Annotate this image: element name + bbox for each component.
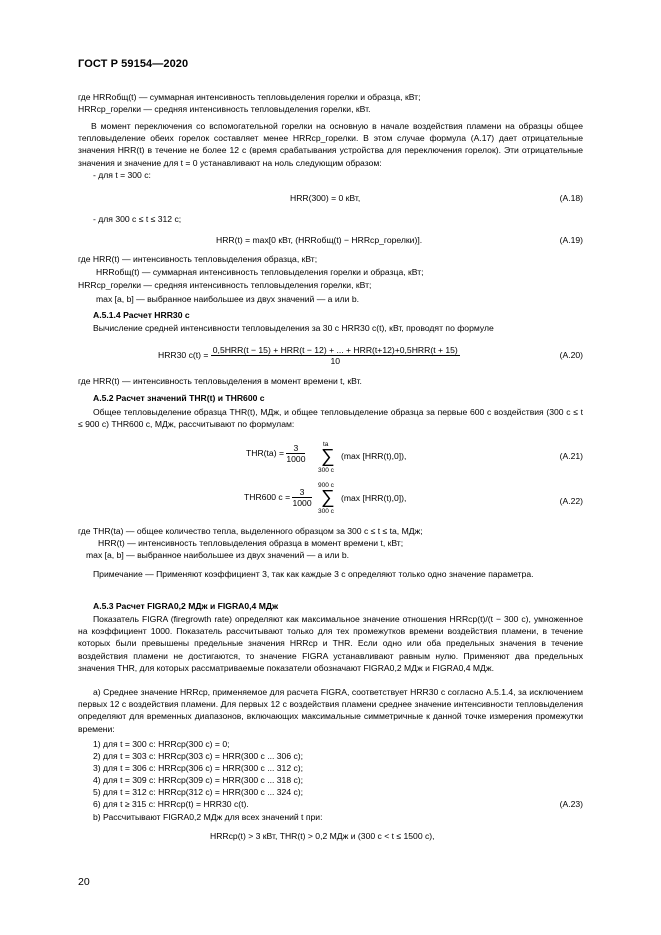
fraction-denominator: 1000 <box>292 498 312 508</box>
fraction <box>292 487 311 508</box>
text-line: где HRRобщ(t) — суммарная интенсивность тепловыделения горелки и образца, кВт; <box>78 92 421 102</box>
formula-lhs: THR(ta) = <box>246 447 284 458</box>
equation-number: (А.21) <box>559 451 583 461</box>
equation-number: (А.20) <box>559 350 583 360</box>
fraction-denominator: 10 <box>330 356 341 366</box>
formula-a20 <box>158 345 460 366</box>
equation-number: (А.19) <box>559 235 583 245</box>
list-item: 1) для t = 300 с: HRRср(300 с) = 0; <box>93 739 230 749</box>
sum-upper-limit: 900 с <box>318 482 334 489</box>
definition-line: где THR(ta) — общее количество тепла, выделенного образцом за 300 с ≤ t ≤ ta, МДж; <box>78 526 423 536</box>
definition-line: HRRобщ(t) — суммарная интенсивность тепловыделения горелки и образца, кВт; <box>96 267 424 277</box>
sum-lower-limit: 300 с <box>318 508 334 515</box>
section-heading: А.5.1.4 Расчет HRR30 с <box>93 310 190 320</box>
list-item: - для 300 с ≤ t ≤ 312 с; <box>93 214 182 224</box>
definition-line: где HRR(t) — интенсивность тепловыделения в момент времени t, кВт. <box>78 376 362 386</box>
note: Примечание — Применяют коэффициент 3, так как каждые 3 с определяют только одно значение параметра. <box>93 569 534 579</box>
formula-lhs: HRR30 с(t) = <box>158 349 209 360</box>
sum-body: (max [HRR(t),0]), <box>341 493 407 503</box>
fraction <box>211 345 460 366</box>
equation-number: (А.22) <box>559 496 583 506</box>
formula-a21 <box>246 443 305 464</box>
sum-lower-limit: 300 с <box>318 467 334 474</box>
list-item: 6) для t ≥ 315 с: HRRср(t) = HRR30 с(t). <box>93 799 249 809</box>
paragraph: В момент переключения со вспомогательной горелки на основную в начале воздействия пламени на образцы общее тепловыделение обеих горелок составляет менее HRRср_горелки. В этом случае формула (А.17) дает отрицательные значения HRR(t) в течение не более 12 с (время срабатывания устройства для переключения горелок). Эти отрицательные значения и значение для t = 0 устанавливают на ноль следующим образом: <box>78 121 583 168</box>
definition-line: HRR(t) — интенсивность тепловыделения образца в момент времени t, кВт; <box>98 538 404 548</box>
fraction <box>286 443 305 464</box>
list-item: - для t = 300 с: <box>93 170 151 180</box>
text-line: HRRср_горелки — средняя интенсивность тепловыделения горелки, кВт. <box>78 104 371 114</box>
list-item: 3) для t = 306 с: HRRср(306 с) = HRR(300 с ... 312 с); <box>93 763 304 773</box>
equation-number: (А.23) <box>559 799 583 809</box>
page-number: 20 <box>78 876 90 888</box>
condition-line: HRRср(t) > 3 кВт, THR(t) > 0,2 МДж и (300 с < t ≤ 1500 с), <box>210 831 435 841</box>
formula-a22 <box>244 487 312 508</box>
sum-sign: ∑ <box>321 446 335 467</box>
section-heading: А.5.3 Расчет FIGRA0,2 МДж и FIGRA0,4 МДж <box>93 601 279 611</box>
section-heading: А.5.2 Расчет значений THR(t) и THR600 с <box>93 393 265 403</box>
sum-body: (max [HRR(t),0]), <box>341 451 407 461</box>
formula-a18: HRR(300) = 0 кВт, <box>290 193 361 203</box>
fraction-numerator: 3 <box>292 487 311 498</box>
paragraph: Показатель FIGRA (firegrowth rate) определяют как максимальное значение отношения HRRср(t)/(t − 300 с), умноженное на коэффициент 1000. Показатель рассчитывают только для тех промежутков времени воздействия пламени, в течение которых были превышены предельные значения HRRср и THR. Если одно или оба предельных значения в течение воздействия пламени не достигаются, то значение FIGRA устанавливают равным нулю. Применяют два предельных значения THR, для которых рассматриваемые показатели обозначают FIGRA0,2 МДж и FIGRA0,4 МДж. <box>78 614 583 673</box>
sum-upper-limit: ta <box>323 441 329 448</box>
formula-a19: HRR(t) = max[0 кВт, (HRRобщ(t) − HRRср_горелки)]. <box>216 235 423 245</box>
sum-sign: ∑ <box>321 487 335 508</box>
fraction-numerator: 3 <box>286 443 305 454</box>
definition-line: HRRср_горелки — средняя интенсивность тепловыделения горелки, кВт; <box>78 280 372 290</box>
list-item: 2) для t = 303 с: HRRср(303 с) = HRR(300 с ... 306 с); <box>93 751 304 761</box>
text-line: Вычисление средней интенсивности тепловыделения за 30 с HRR30 с(t), кВт, проводят по формуле <box>93 323 494 333</box>
paragraph: Общее тепловыделение образца THR(t), МДж, и общее тепловыделение образца за первые 600 с воздействия (300 с ≤ t ≤ 900 с) THR600 с, МДж, рассчитывают по формулам: <box>78 407 583 430</box>
text-line: b) Рассчитывают FIGRA0,2 МДж для всех значений t при: <box>93 812 323 822</box>
definition-line: max [a, b] — выбранное наибольшее из двух значений — a или b. <box>86 550 350 560</box>
formula-lhs: THR600 с = <box>244 491 291 502</box>
fraction-denominator: 1000 <box>286 454 306 464</box>
list-item: 5) для t = 312 с: HRRср(312 с) = HRR(300 с ... 324 с); <box>93 787 304 797</box>
definition-line: где HRR(t) — интенсивность тепловыделения образца, кВт; <box>78 254 318 264</box>
equation-number: (А.18) <box>559 193 583 203</box>
paragraph: а) Среднее значение HRRср, применяемое для расчета FIGRA, соответствует HRR30 с согласно А.5.1.4, за исключением первых 12 с воздействия пламени. Для первых 12 с воздействия пламени среднее значение интенсивности тепловыделения определяют для временных диапазонов, включающих максимальные симметричные к данной точке измерения промежутки времени: <box>78 687 583 734</box>
fraction-numerator: 0,5HRR(t − 15) + HRR(t − 12) + ... + HRR(t+12)+0,5HRR(t + 15) <box>212 345 458 355</box>
definition-line: max [a, b] — выбранное наибольшее из двух значений — a или b. <box>96 294 360 304</box>
list-item: 4) для t = 309 с: HRRср(309 с) = HRR(300 с ... 318 с); <box>93 775 304 785</box>
document-header: ГОСТ Р 59154—2020 <box>78 58 189 70</box>
